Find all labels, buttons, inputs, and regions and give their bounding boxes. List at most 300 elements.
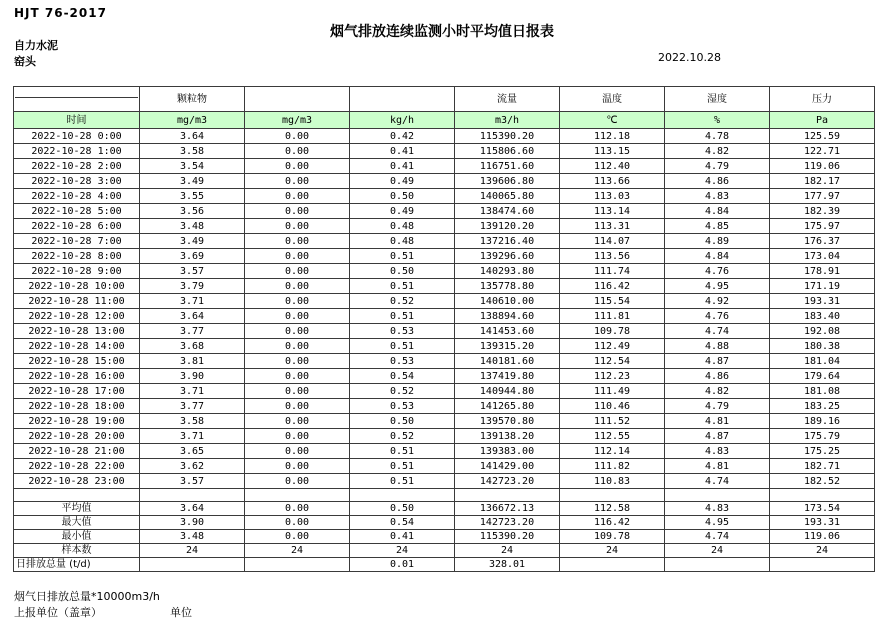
table-row: [14, 474, 875, 489]
unit-header-row: [14, 112, 875, 129]
time-cell: 2022-10-28 14:00: [14, 339, 140, 354]
time-cell: 2022-10-28 18:00: [14, 399, 140, 414]
unit-kg-h: kg/h: [350, 112, 455, 129]
value-cell: 0.00: [245, 414, 350, 429]
table-row: [14, 309, 875, 324]
value-cell: 110.83: [560, 474, 665, 489]
table-row: [14, 204, 875, 219]
value-cell: 0.51: [350, 279, 455, 294]
summary-value: 0.01: [350, 558, 455, 572]
value-cell: 0.00: [245, 159, 350, 174]
summary-value: 119.06: [770, 530, 875, 544]
station-name: 窑头: [14, 55, 36, 68]
value-cell: 112.23: [560, 369, 665, 384]
column-header-temperature: 温度: [560, 87, 665, 112]
value-cell: 140944.80: [455, 384, 560, 399]
time-cell: 2022-10-28 0:00: [14, 129, 140, 144]
value-cell: 139315.20: [455, 339, 560, 354]
value-cell: 180.38: [770, 339, 875, 354]
value-cell: 175.97: [770, 219, 875, 234]
time-cell: 2022-10-28 4:00: [14, 189, 140, 204]
value-cell: 0.00: [245, 174, 350, 189]
data-rows: [14, 129, 875, 489]
value-cell: 141453.60: [455, 324, 560, 339]
value-cell: 192.08: [770, 324, 875, 339]
corner-cell-bottom: [15, 98, 138, 111]
time-cell: 2022-10-28 2:00: [14, 159, 140, 174]
summary-value: 0.41: [350, 530, 455, 544]
column-header-humidity: 湿度: [665, 87, 770, 112]
value-cell: 0.50: [350, 414, 455, 429]
value-cell: 0.51: [350, 339, 455, 354]
value-cell: 0.52: [350, 294, 455, 309]
value-cell: 3.56: [140, 204, 245, 219]
value-cell: 0.00: [245, 444, 350, 459]
value-cell: 112.40: [560, 159, 665, 174]
value-cell: 179.64: [770, 369, 875, 384]
value-cell: 0.00: [245, 234, 350, 249]
value-cell: 3.54: [140, 159, 245, 174]
table-row: [14, 129, 875, 144]
value-cell: 141265.80: [455, 399, 560, 414]
value-cell: 112.54: [560, 354, 665, 369]
value-cell: 115390.20: [455, 129, 560, 144]
value-cell: 183.25: [770, 399, 875, 414]
time-cell: 2022-10-28 10:00: [14, 279, 140, 294]
value-cell: 3.68: [140, 339, 245, 354]
value-cell: 113.56: [560, 249, 665, 264]
value-cell: 4.86: [665, 369, 770, 384]
summary-row: [14, 530, 875, 544]
summary-value: 193.31: [770, 516, 875, 530]
unit-percent: %: [665, 112, 770, 129]
value-cell: 4.78: [665, 129, 770, 144]
value-cell: 0.42: [350, 129, 455, 144]
unit-mg-m3-1: mg/m3: [140, 112, 245, 129]
value-cell: 0.00: [245, 249, 350, 264]
table-row: [14, 279, 875, 294]
value-cell: 3.69: [140, 249, 245, 264]
value-cell: 4.85: [665, 219, 770, 234]
value-cell: 3.57: [140, 474, 245, 489]
value-cell: 111.82: [560, 459, 665, 474]
value-cell: 0.00: [245, 219, 350, 234]
summary-label: 最小值: [14, 530, 140, 544]
time-cell: 2022-10-28 3:00: [14, 174, 140, 189]
time-cell: 2022-10-28 17:00: [14, 384, 140, 399]
blank-cell: [665, 489, 770, 502]
value-cell: 189.16: [770, 414, 875, 429]
report-table: [13, 86, 875, 572]
value-cell: 0.00: [245, 129, 350, 144]
summary-value: 115390.20: [455, 530, 560, 544]
summary-value: 0.50: [350, 502, 455, 516]
value-cell: 115.54: [560, 294, 665, 309]
time-cell: 2022-10-28 5:00: [14, 204, 140, 219]
value-cell: 4.87: [665, 354, 770, 369]
value-cell: 113.31: [560, 219, 665, 234]
time-cell: 2022-10-28 21:00: [14, 444, 140, 459]
value-cell: 183.40: [770, 309, 875, 324]
value-cell: 139606.80: [455, 174, 560, 189]
value-cell: 140293.80: [455, 264, 560, 279]
value-cell: 3.77: [140, 399, 245, 414]
table-row: [14, 234, 875, 249]
doc-code: HJT 76-2017: [14, 6, 107, 20]
value-cell: 0.00: [245, 144, 350, 159]
value-cell: 3.71: [140, 429, 245, 444]
table-row: [14, 249, 875, 264]
summary-value: [245, 558, 350, 572]
value-cell: 113.14: [560, 204, 665, 219]
value-cell: 0.00: [245, 309, 350, 324]
blank-cell: [560, 489, 665, 502]
company-name: 自力水泥: [14, 39, 58, 52]
value-cell: 137419.80: [455, 369, 560, 384]
value-cell: 3.81: [140, 354, 245, 369]
value-cell: 109.78: [560, 324, 665, 339]
value-cell: 4.81: [665, 414, 770, 429]
blank-cell: [350, 489, 455, 502]
table-row: [14, 159, 875, 174]
summary-value: 173.54: [770, 502, 875, 516]
summary-value: 3.90: [140, 516, 245, 530]
table-row: [14, 324, 875, 339]
value-cell: 3.58: [140, 414, 245, 429]
summary-value: 4.83: [665, 502, 770, 516]
value-cell: 0.00: [245, 369, 350, 384]
summary-value: 24: [455, 544, 560, 558]
time-cell: 2022-10-28 8:00: [14, 249, 140, 264]
value-cell: 138474.60: [455, 204, 560, 219]
summary-label: 最大值: [14, 516, 140, 530]
value-cell: 140181.60: [455, 354, 560, 369]
value-cell: 0.49: [350, 204, 455, 219]
blank-cell: [14, 489, 140, 502]
value-cell: 0.51: [350, 459, 455, 474]
value-cell: 111.49: [560, 384, 665, 399]
value-cell: 0.00: [245, 399, 350, 414]
unit-celsius: ℃: [560, 112, 665, 129]
value-cell: 139570.80: [455, 414, 560, 429]
summary-row: [14, 502, 875, 516]
table-row: [14, 399, 875, 414]
value-cell: 193.31: [770, 294, 875, 309]
value-cell: 3.49: [140, 234, 245, 249]
summary-value: [770, 558, 875, 572]
time-cell: 2022-10-28 7:00: [14, 234, 140, 249]
value-cell: 0.51: [350, 474, 455, 489]
value-cell: 0.48: [350, 219, 455, 234]
value-cell: 3.77: [140, 324, 245, 339]
value-cell: 138894.60: [455, 309, 560, 324]
corner-cell: [14, 87, 140, 112]
report-unit-label: 上报单位（盖章）: [14, 606, 102, 619]
summary-value: 24: [560, 544, 665, 558]
value-cell: 0.00: [245, 294, 350, 309]
unit-pa: Pa: [770, 112, 875, 129]
value-cell: 0.00: [245, 474, 350, 489]
column-header-flow: 流量: [455, 87, 560, 112]
value-cell: 173.04: [770, 249, 875, 264]
summary-value: [665, 558, 770, 572]
column-header-particulate: 颗粒物: [140, 87, 245, 112]
summary-value: 24: [665, 544, 770, 558]
summary-value: 328.01: [455, 558, 560, 572]
summary-label: 日排放总量 (t/d): [14, 558, 140, 572]
time-cell: 2022-10-28 22:00: [14, 459, 140, 474]
value-cell: 0.00: [245, 459, 350, 474]
value-cell: 0.41: [350, 159, 455, 174]
table-row: [14, 189, 875, 204]
total-emission-note: 烟气日排放总量*10000m3/h: [14, 590, 160, 603]
value-cell: 4.82: [665, 144, 770, 159]
value-cell: 139383.00: [455, 444, 560, 459]
value-cell: 0.53: [350, 324, 455, 339]
value-cell: 111.52: [560, 414, 665, 429]
value-cell: 113.15: [560, 144, 665, 159]
summary-value: [140, 558, 245, 572]
table-row: [14, 264, 875, 279]
value-cell: 171.19: [770, 279, 875, 294]
value-cell: 0.52: [350, 384, 455, 399]
page-title: 烟气排放连续监测小时平均值日报表: [330, 24, 554, 40]
blank-cell: [245, 489, 350, 502]
value-cell: 4.87: [665, 429, 770, 444]
value-cell: 3.55: [140, 189, 245, 204]
value-cell: 0.51: [350, 309, 455, 324]
value-cell: 112.55: [560, 429, 665, 444]
value-cell: 0.53: [350, 354, 455, 369]
value-cell: 119.06: [770, 159, 875, 174]
value-cell: 4.76: [665, 309, 770, 324]
value-cell: 116.42: [560, 279, 665, 294]
value-cell: 115806.60: [455, 144, 560, 159]
value-cell: 139138.20: [455, 429, 560, 444]
blank-cell: [140, 489, 245, 502]
value-cell: 181.08: [770, 384, 875, 399]
summary-row: [14, 516, 875, 530]
value-cell: 137216.40: [455, 234, 560, 249]
summary-value: 24: [770, 544, 875, 558]
value-cell: 4.84: [665, 204, 770, 219]
time-cell: 2022-10-28 13:00: [14, 324, 140, 339]
summary-value: 3.48: [140, 530, 245, 544]
value-cell: 4.81: [665, 459, 770, 474]
value-cell: 140065.80: [455, 189, 560, 204]
blank-cell: [770, 489, 875, 502]
table-row: [14, 174, 875, 189]
summary-value: 24: [140, 544, 245, 558]
time-cell: 2022-10-28 16:00: [14, 369, 140, 384]
time-cell: 2022-10-28 9:00: [14, 264, 140, 279]
summary-value: 112.58: [560, 502, 665, 516]
value-cell: 0.00: [245, 354, 350, 369]
value-cell: 141429.00: [455, 459, 560, 474]
value-cell: 0.00: [245, 324, 350, 339]
summary-value: 0.54: [350, 516, 455, 530]
unit-m3-h: m3/h: [455, 112, 560, 129]
value-cell: 114.07: [560, 234, 665, 249]
value-cell: 116751.60: [455, 159, 560, 174]
value-cell: 4.83: [665, 189, 770, 204]
table-row: [14, 459, 875, 474]
summary-value: 24: [245, 544, 350, 558]
value-cell: 175.25: [770, 444, 875, 459]
value-cell: 4.92: [665, 294, 770, 309]
value-cell: 3.71: [140, 294, 245, 309]
summary-value: 0.00: [245, 502, 350, 516]
column-header-empty-2: [350, 87, 455, 112]
time-cell: 2022-10-28 1:00: [14, 144, 140, 159]
table-row: [14, 429, 875, 444]
time-cell: 2022-10-28 23:00: [14, 474, 140, 489]
summary-value: 24: [350, 544, 455, 558]
value-cell: 0.00: [245, 429, 350, 444]
unit-mg-m3-2: mg/m3: [245, 112, 350, 129]
value-cell: 3.57: [140, 264, 245, 279]
value-cell: 4.86: [665, 174, 770, 189]
time-cell: 2022-10-28 15:00: [14, 354, 140, 369]
value-cell: 112.18: [560, 129, 665, 144]
value-cell: 0.00: [245, 339, 350, 354]
value-cell: 4.83: [665, 444, 770, 459]
value-cell: 181.04: [770, 354, 875, 369]
value-cell: 3.71: [140, 384, 245, 399]
summary-row: [14, 544, 875, 558]
value-cell: 0.00: [245, 279, 350, 294]
value-cell: 182.39: [770, 204, 875, 219]
value-cell: 0.49: [350, 174, 455, 189]
report-date: 2022.10.28: [658, 51, 721, 64]
value-cell: 4.88: [665, 339, 770, 354]
value-cell: 125.59: [770, 129, 875, 144]
value-cell: 0.52: [350, 429, 455, 444]
value-cell: 112.49: [560, 339, 665, 354]
table-row: [14, 339, 875, 354]
table-row: [14, 354, 875, 369]
time-header: 时间: [14, 112, 140, 129]
value-cell: 142723.20: [455, 474, 560, 489]
time-cell: 2022-10-28 11:00: [14, 294, 140, 309]
value-cell: 0.50: [350, 189, 455, 204]
summary-value: 136672.13: [455, 502, 560, 516]
blank-row: [14, 489, 875, 502]
value-cell: 178.91: [770, 264, 875, 279]
group-header-row: [14, 87, 875, 112]
summary-value: [560, 558, 665, 572]
value-cell: 182.52: [770, 474, 875, 489]
time-cell: 2022-10-28 20:00: [14, 429, 140, 444]
summary-section: [14, 489, 875, 572]
value-cell: 4.74: [665, 474, 770, 489]
summary-value: 3.64: [140, 502, 245, 516]
value-cell: 4.82: [665, 384, 770, 399]
table-row: [14, 414, 875, 429]
value-cell: 113.66: [560, 174, 665, 189]
column-header-empty-1: [245, 87, 350, 112]
value-cell: 4.79: [665, 399, 770, 414]
value-cell: 0.00: [245, 189, 350, 204]
value-cell: 182.17: [770, 174, 875, 189]
value-cell: 4.89: [665, 234, 770, 249]
value-cell: 0.53: [350, 399, 455, 414]
time-cell: 2022-10-28 6:00: [14, 219, 140, 234]
value-cell: 139296.60: [455, 249, 560, 264]
value-cell: 111.81: [560, 309, 665, 324]
value-cell: 3.62: [140, 459, 245, 474]
value-cell: 0.41: [350, 144, 455, 159]
summary-label: 样本数: [14, 544, 140, 558]
value-cell: 176.37: [770, 234, 875, 249]
value-cell: 3.65: [140, 444, 245, 459]
summary-value: 109.78: [560, 530, 665, 544]
table-row: [14, 294, 875, 309]
value-cell: 3.58: [140, 144, 245, 159]
summary-row: [14, 558, 875, 572]
table-row: [14, 219, 875, 234]
value-cell: 3.49: [140, 174, 245, 189]
value-cell: 0.54: [350, 369, 455, 384]
value-cell: 3.48: [140, 219, 245, 234]
value-cell: 3.64: [140, 309, 245, 324]
value-cell: 4.79: [665, 159, 770, 174]
table-row: [14, 144, 875, 159]
value-cell: 113.03: [560, 189, 665, 204]
summary-value: 0.00: [245, 516, 350, 530]
value-cell: 4.74: [665, 324, 770, 339]
column-header-pressure: 压力: [770, 87, 875, 112]
blank-cell: [455, 489, 560, 502]
summary-value: 116.42: [560, 516, 665, 530]
value-cell: 177.97: [770, 189, 875, 204]
value-cell: 4.84: [665, 249, 770, 264]
table-row: [14, 384, 875, 399]
corner-cell-top: [15, 87, 138, 98]
value-cell: 0.00: [245, 384, 350, 399]
value-cell: 4.95: [665, 279, 770, 294]
table-row: [14, 444, 875, 459]
time-cell: 2022-10-28 19:00: [14, 414, 140, 429]
value-cell: 3.90: [140, 369, 245, 384]
summary-value: 142723.20: [455, 516, 560, 530]
unit-label: 单位: [170, 606, 192, 619]
value-cell: 139120.20: [455, 219, 560, 234]
value-cell: 0.48: [350, 234, 455, 249]
value-cell: 135778.80: [455, 279, 560, 294]
summary-value: 4.74: [665, 530, 770, 544]
value-cell: 111.74: [560, 264, 665, 279]
summary-label: 平均值: [14, 502, 140, 516]
value-cell: 110.46: [560, 399, 665, 414]
value-cell: 3.79: [140, 279, 245, 294]
value-cell: 4.76: [665, 264, 770, 279]
value-cell: 0.50: [350, 264, 455, 279]
value-cell: 140610.00: [455, 294, 560, 309]
value-cell: 0.51: [350, 444, 455, 459]
summary-value: 4.95: [665, 516, 770, 530]
value-cell: 122.71: [770, 144, 875, 159]
value-cell: 3.64: [140, 129, 245, 144]
table-row: [14, 369, 875, 384]
time-cell: 2022-10-28 12:00: [14, 309, 140, 324]
value-cell: 182.71: [770, 459, 875, 474]
value-cell: 0.00: [245, 204, 350, 219]
summary-value: 0.00: [245, 530, 350, 544]
value-cell: 112.14: [560, 444, 665, 459]
value-cell: 0.00: [245, 264, 350, 279]
value-cell: 175.79: [770, 429, 875, 444]
